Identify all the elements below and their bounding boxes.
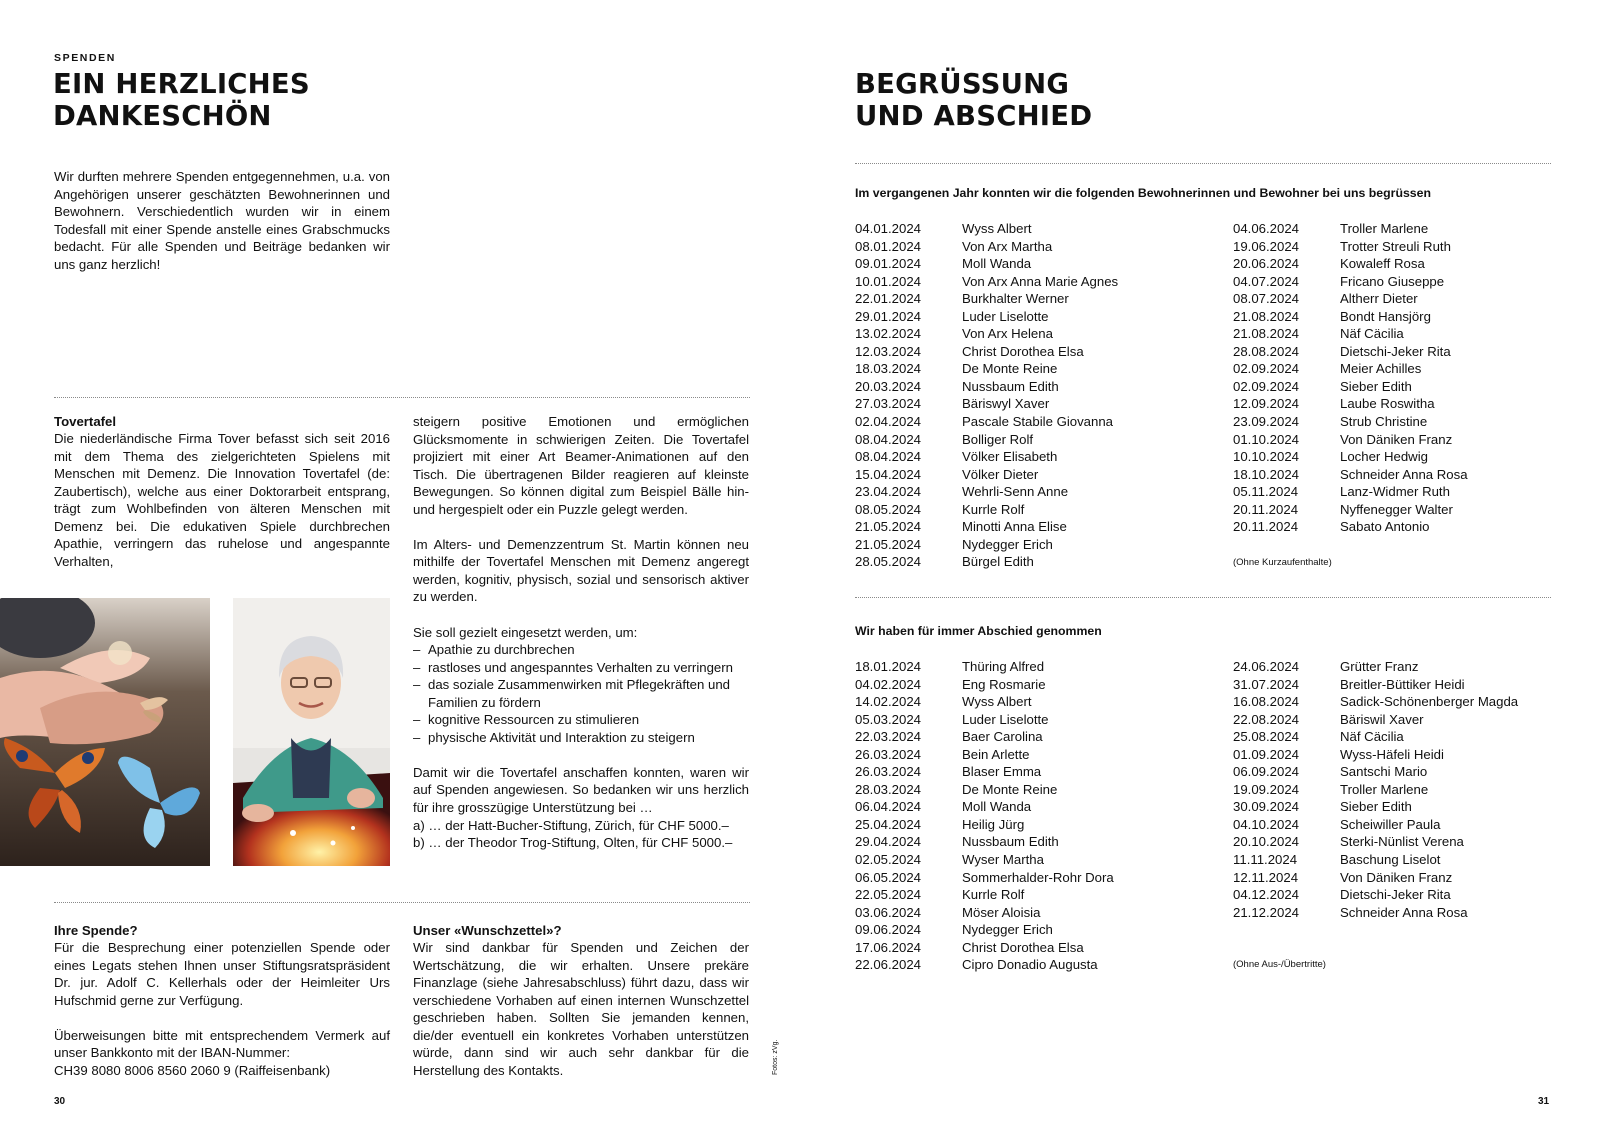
- spende-section: [54, 939, 390, 1079]
- farewell-table-col2: [1233, 658, 1518, 921]
- entry-name: Sieber Edith: [1340, 378, 1412, 394]
- entry-date: 04.06.2024: [1233, 221, 1300, 236]
- spende-p2: Überweisungen bitte mit entsprechendem Vermerk auf unser Bankkonto mit der IBAN-Nummer:: [54, 1027, 390, 1061]
- entry-date: 22.06.2024: [855, 957, 922, 973]
- entry-name: Sterki-Nünlist Verena: [1340, 834, 1464, 850]
- entry-date: 02.09.2024: [1233, 361, 1300, 377]
- entry-name: Fricano Giuseppe: [1340, 273, 1445, 289]
- table-row: [1233, 746, 1518, 764]
- table-row: [1233, 238, 1468, 256]
- entry-date: 10.01.2024: [855, 273, 922, 289]
- entry-date: 04.10.2024: [1233, 816, 1300, 832]
- entry-name: Cipro Donadio Augusta: [962, 957, 1098, 973]
- table-row: [855, 869, 1114, 887]
- entry-name: Kurrle Rolf: [962, 501, 1025, 517]
- table-row: [855, 728, 1114, 746]
- entry-name: Santschi Mario: [1340, 764, 1428, 780]
- table-row: [855, 290, 1118, 308]
- entry-name: Moll Wanda: [962, 256, 1032, 272]
- tovertafel-list-intro: Sie soll gezielt eingesetzt werden, um:: [413, 624, 638, 640]
- entry-date: 26.03.2024: [855, 764, 922, 780]
- entry-name: Nyffenegger Walter: [1340, 501, 1453, 517]
- photo-woman-tovertafel: [233, 598, 390, 866]
- entry-date: 08.05.2024: [855, 501, 922, 517]
- entry-name: Völker Elisabeth: [962, 449, 1058, 465]
- entry-date: 21.12.2024: [1233, 904, 1300, 920]
- divider: [855, 163, 1551, 164]
- entry-date: 01.09.2024: [1233, 746, 1300, 762]
- table-row: [1233, 255, 1468, 273]
- entry-date: 02.09.2024: [1233, 378, 1300, 394]
- table-row: [1233, 798, 1518, 816]
- entry-name: De Monte Reine: [962, 361, 1058, 377]
- entry-date: 23.09.2024: [1233, 414, 1300, 430]
- table-row: [855, 378, 1118, 396]
- table-row: [855, 693, 1114, 711]
- entry-name: Wehrli-Senn Anne: [962, 484, 1069, 500]
- entry-date: 11.11.2024: [1233, 852, 1298, 868]
- entry-name: Dietschi-Jeker Rita: [1340, 343, 1451, 359]
- entry-name: Blaser Emma: [962, 764, 1042, 780]
- table-row: [855, 939, 1114, 957]
- table-row: [1233, 413, 1468, 431]
- entry-date: 04.07.2024: [1233, 273, 1300, 289]
- entry-date: 04.12.2024: [1233, 887, 1300, 903]
- table-row: [1233, 693, 1518, 711]
- entry-date: 02.05.2024: [855, 852, 922, 868]
- entry-name: Von Arx Martha: [962, 238, 1053, 254]
- table-row: [1233, 781, 1518, 799]
- entry-name: Eng Rosmarie: [962, 676, 1046, 692]
- entry-date: 09.01.2024: [855, 256, 922, 272]
- entry-name: Bäriswil Xaver: [1340, 711, 1424, 727]
- entry-name: Möser Aloisia: [962, 904, 1041, 920]
- entry-date: 21.05.2024: [855, 519, 922, 535]
- list-item: – rastloses und angespanntes Verhalten zu verringern: [413, 659, 749, 677]
- table-row: [855, 518, 1118, 536]
- photo-woman-tovertafel-image: [233, 598, 390, 866]
- entry-name: Strub Christine: [1340, 414, 1428, 430]
- wunsch-heading: Unser «Wunschzettel»?: [413, 923, 562, 938]
- entry-date: 04.01.2024: [855, 221, 922, 236]
- tovertafel-p1: steigern positive Emotionen und ermöglichen Glücksmomente in schwierigen Zeiten. Die Tovertafel projiziert mit einer Art Beamer-Animationen auf den Tisch. Die übertragenen Bilder reagieren auf kleinste Bewegungen. So können digital zum Beispiel Bälle hin- und hergespielt oder ein Puzzle gelegt werden.: [413, 414, 749, 517]
- table-row: [855, 763, 1114, 781]
- entry-name: Sommerhalder-Rohr Dora: [962, 869, 1114, 885]
- entry-date: 21.05.2024: [855, 536, 922, 552]
- entry-date: 20.10.2024: [1233, 834, 1300, 850]
- table-row: [1233, 466, 1468, 484]
- entry-date: 05.03.2024: [855, 711, 922, 727]
- entry-name: Sadick-Schönenberger Magda: [1340, 694, 1519, 710]
- entry-date: 18.03.2024: [855, 361, 922, 377]
- table-row: [855, 833, 1114, 851]
- entry-date: 29.04.2024: [855, 834, 922, 850]
- entry-date: 12.09.2024: [1233, 396, 1300, 412]
- entry-date: 09.06.2024: [855, 922, 922, 938]
- entry-date: 21.08.2024: [1233, 308, 1300, 324]
- entry-name: Luder Liselotte: [962, 308, 1049, 324]
- entry-date: 22.01.2024: [855, 291, 922, 307]
- table-row: [1233, 343, 1468, 361]
- table-row: [855, 413, 1118, 431]
- table-row: [855, 798, 1114, 816]
- entry-date: 17.06.2024: [855, 939, 922, 955]
- entry-name: Scheiwiller Paula: [1340, 816, 1441, 832]
- entry-date: 20.03.2024: [855, 378, 922, 394]
- entry-date: 08.04.2024: [855, 449, 922, 465]
- title-line-1: EIN HERZLICHES: [53, 68, 310, 100]
- welcome-note: (Ohne Kurzaufenthalte): [1233, 557, 1332, 568]
- entry-name: Burkhalter Werner: [962, 291, 1069, 307]
- entry-date: 10.10.2024: [1233, 449, 1300, 465]
- entry-name: Thüring Alfred: [962, 659, 1045, 674]
- entry-date: 18.01.2024: [855, 659, 922, 674]
- entry-name: Von Däniken Franz: [1340, 431, 1453, 447]
- entry-date: 08.01.2024: [855, 238, 922, 254]
- entry-date: 28.05.2024: [855, 554, 922, 570]
- thanks-b: b) … der Theodor Trog-Stiftung, Olten, für CHF 5000.–: [413, 835, 733, 851]
- entry-name: De Monte Reine: [962, 781, 1058, 797]
- entry-date: 27.03.2024: [855, 396, 922, 412]
- entry-name: Bolliger Rolf: [962, 431, 1034, 447]
- table-row: [1233, 816, 1518, 834]
- table-row: [1233, 851, 1518, 869]
- title-line-1: BEGRÜSSUNG: [855, 68, 1070, 100]
- entry-date: 06.09.2024: [1233, 764, 1300, 780]
- spende-p1: Für die Besprechung einer potenziellen Spende oder eines Legats stehen Ihnen unser Stiftungsratspräsident Dr. jur. Adolf C. Kellerhals oder der Heimleiter Urs Hufschmid gerne zur Verfügung.: [54, 940, 390, 1008]
- tovertafel-col2: [413, 413, 749, 852]
- table-row: [855, 448, 1118, 466]
- entry-date: 23.04.2024: [855, 484, 922, 500]
- entry-date: 26.03.2024: [855, 746, 922, 762]
- table-row: [855, 360, 1118, 378]
- entry-name: Nydegger Erich: [962, 536, 1053, 552]
- entry-name: Lanz-Widmer Ruth: [1340, 484, 1450, 500]
- tovertafel-col1: Die niederländische Firma Tover befasst sich seit 2016 mit dem Thema des zielgerichteten Spielens mit Menschen mit Demenz. Die Innovation Tovertafel (de: Zaubertisch), welche aus einer Doktorarbeit entsprang, trägt zum Wohlbefinden von älteren Menschen mit Demenz bei. Die edukativen Spiele durchbrechen Apathie, verringern das ruhelose und angespannte Verhalten,: [54, 431, 390, 569]
- list-item: – kognitive Ressourcen zu stimulieren: [413, 711, 749, 729]
- table-row: [855, 536, 1118, 554]
- tovertafel-heading: Tovertafel: [54, 414, 117, 429]
- wunsch-text: Wir sind dankbar für Spenden und Zeichen der Wertschätzung, die wir erhalten. Unsere prekäre Finanzlage (siehe Jahresabschluss) führt dazu, dass wir verschiedene Vorhaben auf einen internen Wunschzettel geschrieben haben. Sollten Sie jemanden kennen, die/der eventuell ein konkretes Vorhaben unterstützen würde, dann sind wir auch sehr dankbar für die Herstellung des Kontakts.: [413, 940, 749, 1078]
- entry-name: Baschung Liselot: [1340, 852, 1441, 868]
- entry-name: Sabato Antonio: [1340, 519, 1430, 535]
- tovertafel-p4: Damit wir die Tovertafel anschaffen konnten, waren wir auf Spenden angewiesen. So bedanken wir uns herzlich für ihre grosszügige Unterstützung bei …: [413, 764, 749, 816]
- table-row: [1233, 501, 1468, 519]
- entry-name: Nydegger Erich: [962, 922, 1053, 938]
- thanks-a: a) … der Hatt-Bucher-Stiftung, Zürich, für CHF 5000.–: [413, 817, 729, 833]
- page-number-left: 30: [54, 1096, 66, 1107]
- entry-name: Von Däniken Franz: [1340, 869, 1453, 885]
- entry-date: 20.06.2024: [1233, 256, 1300, 272]
- entry-name: Von Arx Helena: [962, 326, 1053, 342]
- table-row: [1233, 711, 1518, 729]
- entry-name: Näf Cäcilia: [1340, 326, 1404, 342]
- title-line-2: DANKESCHÖN: [53, 100, 272, 132]
- table-row: [1233, 483, 1468, 501]
- entry-date: 19.09.2024: [1233, 781, 1300, 797]
- entry-name: Christ Dorothea Elsa: [962, 939, 1084, 955]
- tovertafel-goals-list: [413, 641, 749, 746]
- divider: [855, 597, 1551, 598]
- entry-name: Troller Marlene: [1340, 221, 1429, 236]
- entry-name: Altherr Dieter: [1340, 291, 1418, 307]
- table-row: [1233, 763, 1518, 781]
- table-row: [1233, 728, 1518, 746]
- farewell-note: (Ohne Aus-/Übertritte): [1233, 959, 1326, 970]
- entry-date: 31.07.2024: [1233, 676, 1300, 692]
- list-item: – physische Aktivität und Interaktion zu steigern: [413, 729, 749, 747]
- iban: CH39 8080 8006 8560 2060 9 (Raiffeisenbank): [54, 1062, 331, 1078]
- entry-name: Nussbaum Edith: [962, 378, 1059, 394]
- entry-name: Meier Achilles: [1340, 361, 1422, 377]
- entry-name: Nussbaum Edith: [962, 834, 1059, 850]
- table-row: [855, 711, 1114, 729]
- entry-date: 13.02.2024: [855, 326, 922, 342]
- table-row: [1233, 220, 1468, 238]
- entry-name: Schneider Anna Rosa: [1340, 904, 1468, 920]
- entry-date: 05.11.2024: [1233, 484, 1299, 500]
- table-row: [855, 325, 1118, 343]
- table-row: [1233, 658, 1518, 676]
- entry-name: Moll Wanda: [962, 799, 1032, 815]
- table-row: [1233, 431, 1468, 449]
- entry-date: 14.02.2024: [855, 694, 922, 710]
- table-row: [1233, 378, 1468, 396]
- list-item: – das soziale Zusammenwirken mit Pflegekräften und Familien zu fördern: [413, 676, 749, 711]
- entry-name: Völker Dieter: [962, 466, 1039, 482]
- entry-name: Bein Arlette: [962, 746, 1030, 762]
- entry-name: Sieber Edith: [1340, 799, 1412, 815]
- welcome-table-col2: [1233, 220, 1468, 536]
- table-row: [855, 676, 1114, 694]
- entry-name: Breitler-Büttiker Heidi: [1340, 676, 1465, 692]
- entry-name: Dietschi-Jeker Rita: [1340, 887, 1451, 903]
- table-row: [855, 816, 1114, 834]
- table-row: [855, 238, 1118, 256]
- entry-name: Bäriswyl Xaver: [962, 396, 1050, 412]
- table-row: [1233, 676, 1518, 694]
- table-row: [855, 658, 1114, 676]
- table-row: [1233, 273, 1468, 291]
- entry-name: Minotti Anna Elise: [962, 519, 1067, 535]
- table-row: [1233, 833, 1518, 851]
- table-row: [1233, 904, 1518, 922]
- entry-name: Schneider Anna Rosa: [1340, 466, 1468, 482]
- table-row: [855, 886, 1114, 904]
- list-item: – Apathie zu durchbrechen: [413, 641, 749, 659]
- farewell-heading: Wir haben für immer Abschied genommen: [855, 624, 1102, 638]
- table-row: [855, 431, 1118, 449]
- table-row: [855, 746, 1114, 764]
- entry-date: 21.08.2024: [1233, 326, 1300, 342]
- entry-date: 06.05.2024: [855, 869, 922, 885]
- entry-name: Luder Liselotte: [962, 711, 1049, 727]
- table-row: [855, 483, 1118, 501]
- table-row: [1233, 448, 1468, 466]
- entry-date: 20.11.2024: [1233, 501, 1299, 517]
- intro-paragraph: Wir durften mehrere Spenden entgegennehmen, u.a. von Angehörigen unserer geschätzten Bewohnerinnen und Bewohnern. Verschiedentlich wurden wir in einem Todesfall mit einer Spende anstelle eines Grabschmucks bedacht. Für alle Spenden und Beiträge bedanken wir uns ganz herzlich!: [54, 169, 390, 272]
- table-row: [855, 904, 1114, 922]
- entry-date: 02.04.2024: [855, 414, 922, 430]
- entry-date: 01.10.2024: [1233, 431, 1300, 447]
- entry-name: Grütter Franz: [1340, 659, 1419, 674]
- welcome-table-col1: [855, 220, 1118, 571]
- table-row: [855, 851, 1114, 869]
- entry-date: 29.01.2024: [855, 308, 922, 324]
- entry-name: Bürgel Edith: [962, 554, 1034, 570]
- table-row: [855, 308, 1118, 326]
- page-number-right: 31: [1538, 1096, 1550, 1107]
- table-row: [855, 273, 1118, 291]
- entry-date: 15.04.2024: [855, 466, 922, 482]
- entry-date: 25.08.2024: [1233, 729, 1300, 745]
- entry-date: 06.04.2024: [855, 799, 922, 815]
- photo-hands-butterflies-image: [0, 598, 210, 866]
- entry-date: 24.06.2024: [1233, 659, 1300, 674]
- table-row: [855, 553, 1118, 571]
- entry-date: 28.08.2024: [1233, 343, 1300, 359]
- entry-name: Troller Marlene: [1340, 781, 1429, 797]
- entry-name: Trotter Streuli Ruth: [1340, 238, 1451, 254]
- title-line-2: UND ABSCHIED: [855, 100, 1093, 132]
- table-row: [855, 343, 1118, 361]
- table-row: [855, 921, 1114, 939]
- entry-date: 03.06.2024: [855, 904, 922, 920]
- entry-date: 22.03.2024: [855, 729, 922, 745]
- entry-date: 12.11.2024: [1233, 869, 1299, 885]
- entry-name: Heilig Jürg: [962, 816, 1025, 832]
- photo-hands-butterflies: [0, 598, 210, 866]
- entry-date: 18.10.2024: [1233, 466, 1300, 482]
- entry-name: Wyss Albert: [962, 694, 1032, 710]
- table-row: [855, 466, 1118, 484]
- entry-date: 30.09.2024: [1233, 799, 1300, 815]
- table-row: [855, 255, 1118, 273]
- entry-date: 20.11.2024: [1233, 519, 1299, 535]
- entry-name: Kurrle Rolf: [962, 887, 1025, 903]
- page-title-left: [53, 68, 310, 132]
- table-row: [855, 220, 1118, 238]
- page-title-right: [855, 68, 1092, 132]
- table-row: [855, 781, 1114, 799]
- entry-date: 04.02.2024: [855, 676, 922, 692]
- table-row: [1233, 325, 1468, 343]
- entry-date: 22.08.2024: [1233, 711, 1300, 727]
- entry-name: Laube Roswitha: [1340, 396, 1435, 412]
- divider: [54, 902, 750, 903]
- section-kicker: SPENDEN: [54, 52, 116, 64]
- entry-date: 08.07.2024: [1233, 291, 1300, 307]
- entry-name: Wyss-Häfeli Heidi: [1340, 746, 1444, 762]
- entry-name: Locher Hedwig: [1340, 449, 1428, 465]
- entry-name: Von Arx Anna Marie Agnes: [962, 273, 1119, 289]
- entry-name: Bondt Hansjörg: [1340, 308, 1431, 324]
- spende-heading: Ihre Spende?: [54, 923, 138, 938]
- entry-name: Wyss Albert: [962, 221, 1032, 236]
- entry-name: Wyser Martha: [962, 852, 1044, 868]
- entry-date: 22.05.2024: [855, 887, 922, 903]
- table-row: [1233, 886, 1518, 904]
- entry-date: 25.04.2024: [855, 816, 922, 832]
- table-row: [855, 395, 1118, 413]
- table-row: [1233, 308, 1468, 326]
- entry-date: 16.08.2024: [1233, 694, 1300, 710]
- entry-name: Pascale Stabile Giovanna: [962, 414, 1114, 430]
- entry-date: 19.06.2024: [1233, 238, 1300, 254]
- table-row: [1233, 518, 1468, 536]
- entry-date: 08.04.2024: [855, 431, 922, 447]
- table-row: [1233, 395, 1468, 413]
- table-row: [1233, 869, 1518, 887]
- divider: [54, 397, 750, 398]
- entry-name: Baer Carolina: [962, 729, 1043, 745]
- table-row: [855, 956, 1114, 974]
- table-row: [855, 501, 1118, 519]
- welcome-heading: Im vergangenen Jahr konnten wir die folgenden Bewohnerinnen und Bewohner bei uns begrüssen: [855, 186, 1431, 200]
- entry-date: 28.03.2024: [855, 781, 922, 797]
- entry-name: Näf Cäcilia: [1340, 729, 1404, 745]
- tovertafel-p2: Im Alters- und Demenzzentrum St. Martin können neu mithilfe der Tovertafel Menschen mit Demenz angeregt werden, kognitiv, physisch, sozial und sensorisch aktiver zu werden.: [413, 536, 749, 605]
- photo-credit: Fotos: zVg.: [772, 1039, 779, 1075]
- table-row: [1233, 290, 1468, 308]
- entry-date: 12.03.2024: [855, 343, 922, 359]
- table-row: [1233, 360, 1468, 378]
- farewell-table-col1: [855, 658, 1114, 974]
- entry-name: Kowaleff Rosa: [1340, 256, 1425, 272]
- entry-name: Christ Dorothea Elsa: [962, 343, 1084, 359]
